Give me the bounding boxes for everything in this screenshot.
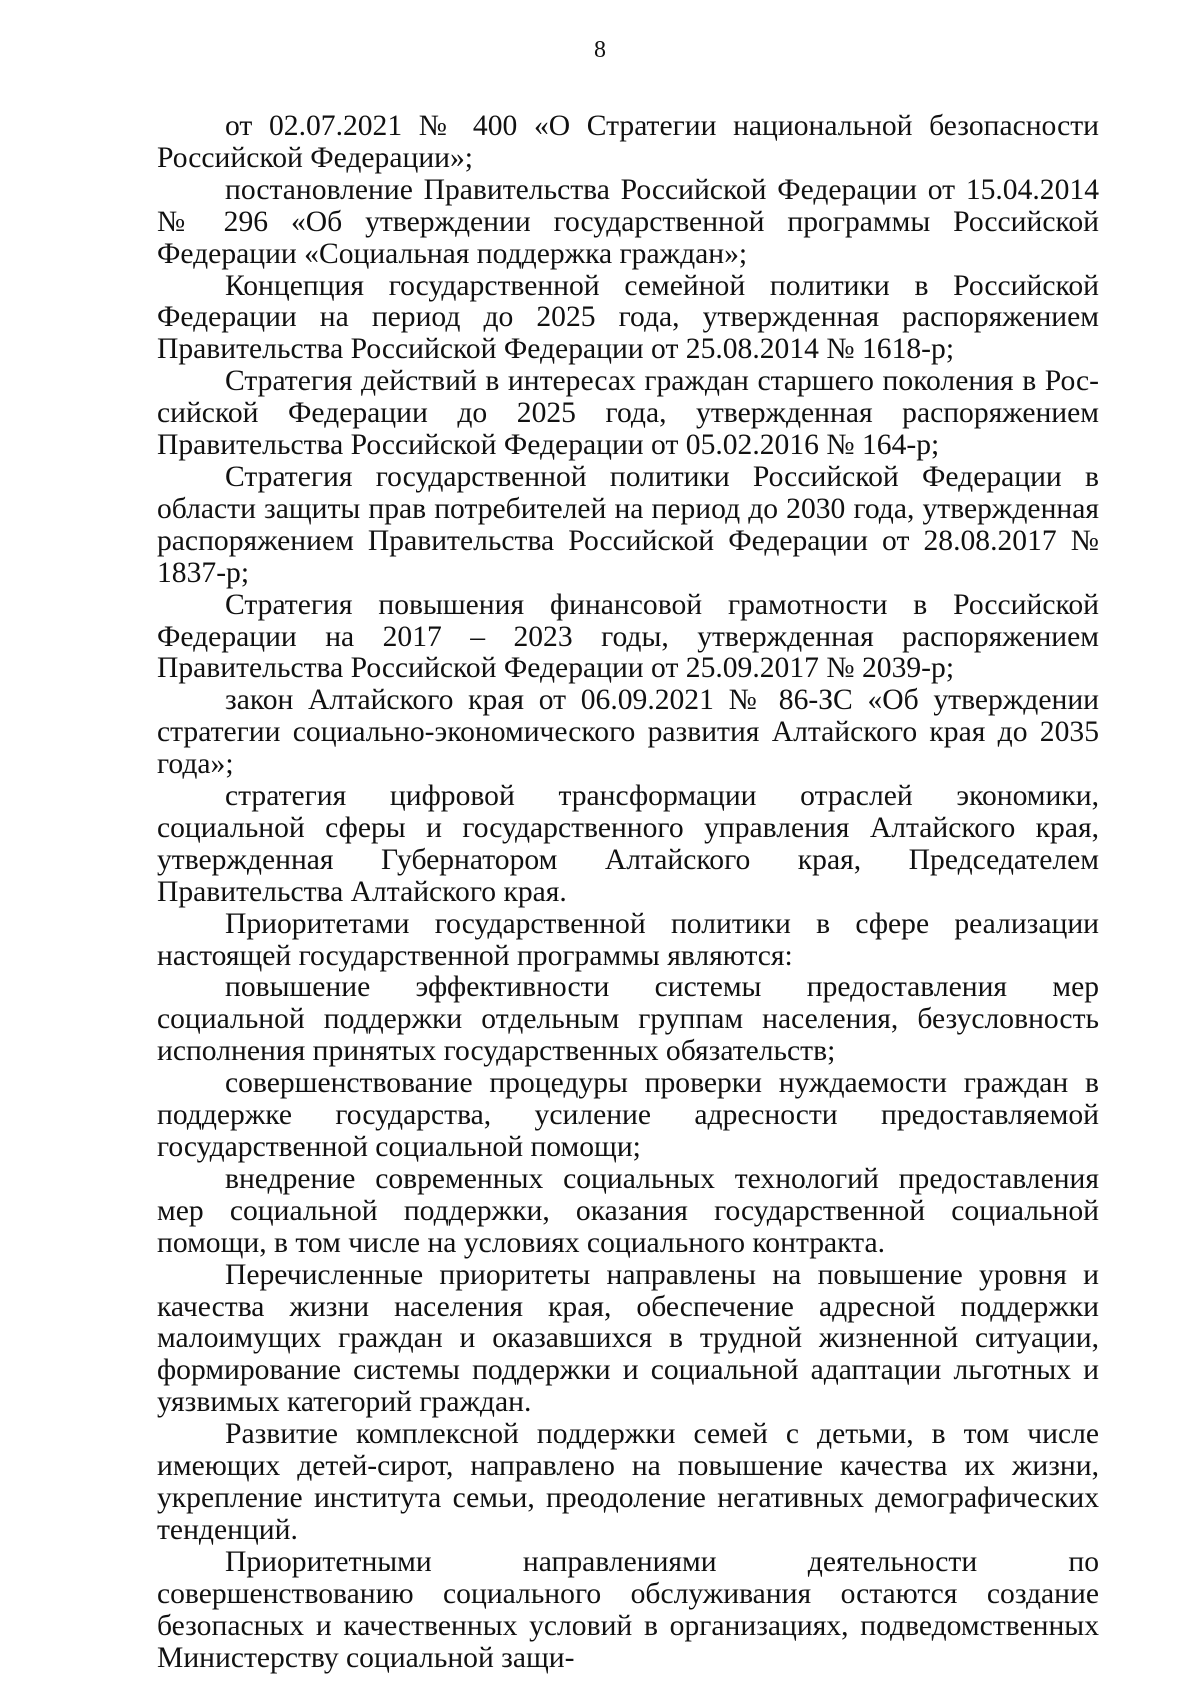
paragraph-digital-transformation-strategy: стратегия цифровой трансформации отраслей экономики, социальной сферы и государственного управления Алтайского края, утвержденная Губернатором Алтайского края, Председателем Правительства Алтайского края. xyxy=(157,780,1099,908)
paragraph-altai-law: закон Алтайского края от 06.09.2021 № 86-ЗС «Об утверждении стратегии социально-экономического развития Алтайского края до 2035 года»; xyxy=(157,684,1099,781)
paragraph-senior-citizens-strategy: Стратегия действий в интересах граждан старшего поколения в Российской Федерации до 2025 года, утвержденная распоряжением Правительства Российской Федерации от 05.02.2016 № 164-р; xyxy=(157,365,1099,462)
paragraph-priorities-goals: Перечисленные приоритеты направлены на повышение уровня и качества жизни населения края, обеспечение адресной поддержки малоимущих граждан и оказавшихся в трудной жизненной ситуации, формирование системы поддержки и социальной адаптации льготных и уязвимых категорий граждан. xyxy=(157,1258,1099,1419)
paragraph-consumer-protection-strategy: Стратегия государственной политики Российской Федерации в области защиты прав потребителей на период до 2030 года, утвержденная распоряжением Правительства Российской Федерации от 28.08.2017 № 1837-р; xyxy=(157,460,1099,589)
document-body xyxy=(157,111,1099,1674)
paragraph-family-support: Развитие комплексной поддержки семей с детьми, в том числе имеющих детей-сирот, направлено на повышение качества их жизни, укрепление института семьи, преодоление негативных демографических тенденций. xyxy=(157,1418,1099,1546)
paragraph-government-resolution: постановление Правительства Российской Федерации от 15.04.2014 № 296 «Об утверждении государственной программы Российской Федерации «Социальная поддержка граждан»; xyxy=(157,173,1099,270)
paragraph-social-services: Приоритетными направлениями деятельности по совершенствованию социального обслуживания остаются создание безопасных и качественных условий в организациях, подведомственных Министерству социальной защи- xyxy=(157,1545,1099,1674)
paragraph-priority-efficiency: повышение эффективности системы предоставления мер социальной поддержки отдельным группам населения, безусловность исполнения принятых государственных обязательств; xyxy=(157,971,1099,1068)
paragraph-family-policy-concept: Концепция государственной семейной политики в Российской Федерации на период до 2025 года, утвержденная распоряжением Правительства Российской Федерации от 25.08.2014 № 1618-р; xyxy=(157,269,1099,366)
page-number: 8 xyxy=(594,37,606,63)
paragraph-priority-social-technologies: внедрение современных социальных технологий предоставления мер социальной поддержки, оказания государственной социальной помощи, в том числе на условиях социального контракта. xyxy=(157,1162,1099,1259)
paragraph-financial-literacy-strategy: Стратегия повышения финансовой грамотности в Российской Федерации на 2017 – 2023 годы, утвержденная распоряжением Правительства Российской Федерации от 25.09.2017 № 2039-р; xyxy=(157,588,1099,685)
paragraph-priorities-intro: Приоритетами государственной политики в сфере реализации настоящей государственной программы являются: xyxy=(157,907,1099,972)
paragraph-security-strategy: от 02.07.2021 № 400 «О Стратегии национальной безопасности Российской Федерации»; xyxy=(157,110,1099,174)
paragraph-priority-need-verification: совершенствование процедуры проверки нуждаемости граждан в поддержке государства, усиление адресности предоставляемой государственной социальной помощи; xyxy=(157,1067,1099,1163)
